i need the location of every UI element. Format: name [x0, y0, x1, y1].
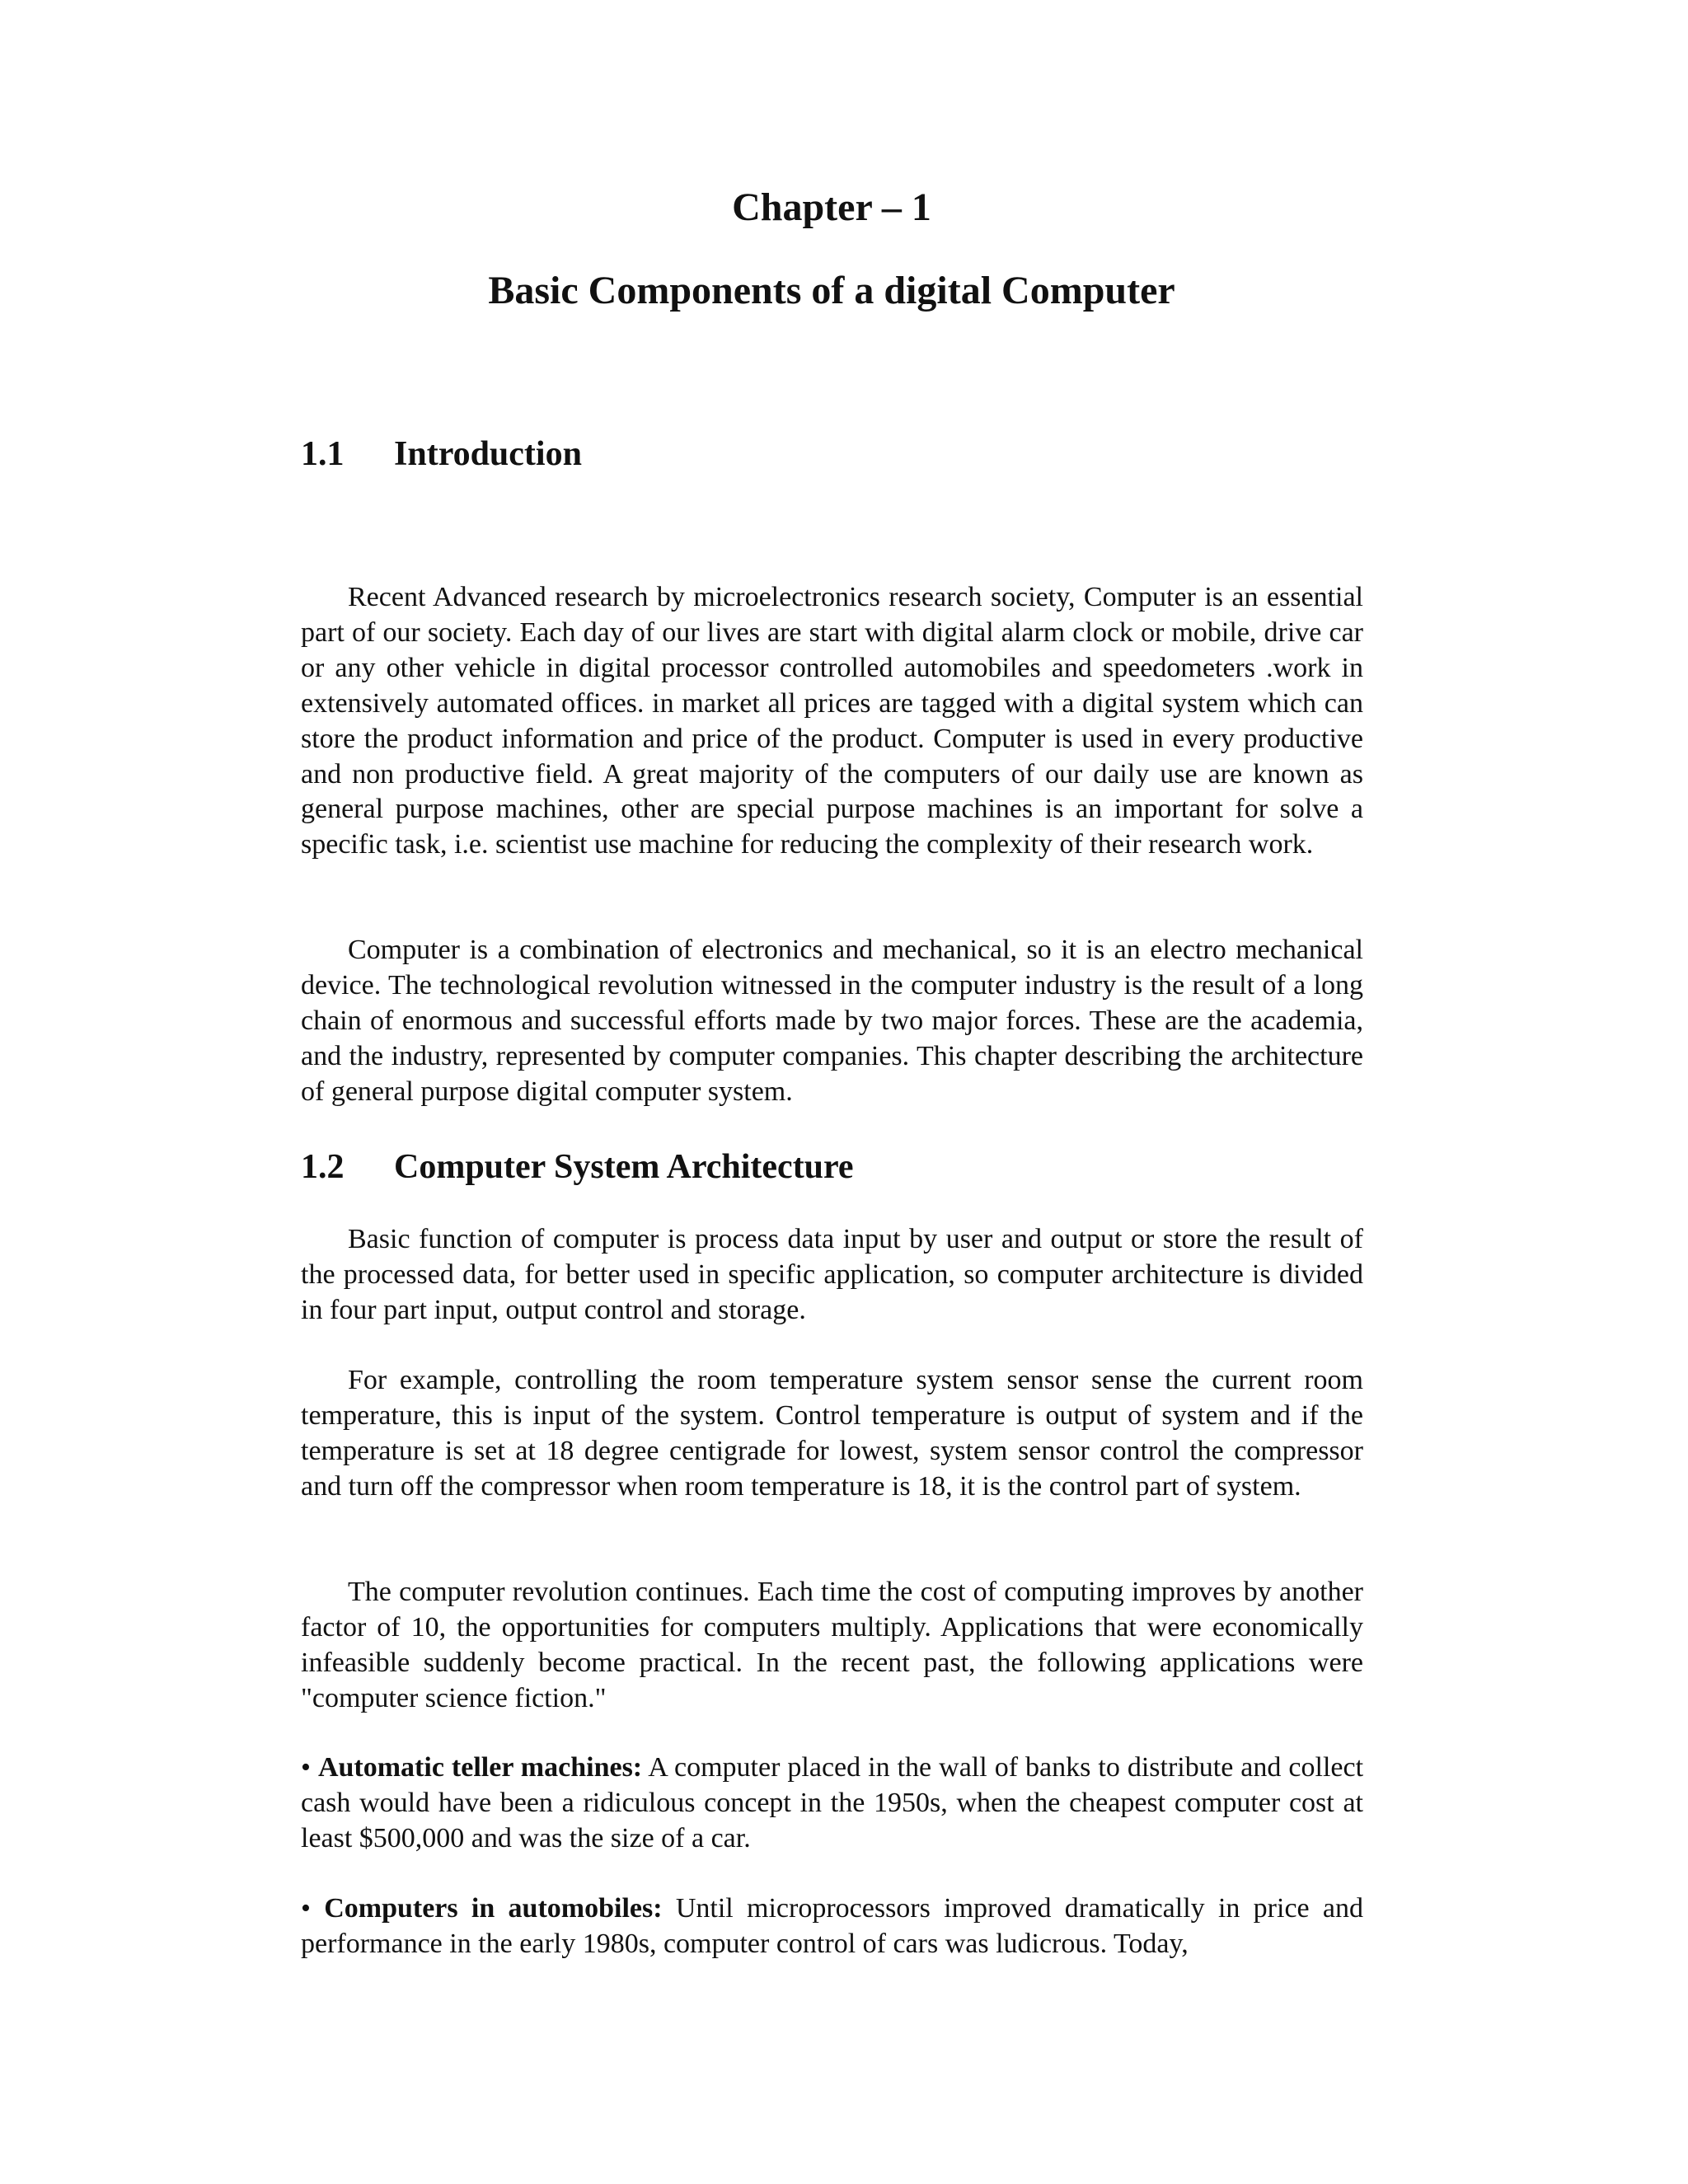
architecture-paragraph-1: Basic function of computer is process data input by user and output or store the result of the processed data, for better used in specific application, so computer architecture is divided in four part input, output control and storage.	[301, 1224, 1363, 1325]
architecture-paragraph-2: For example, controlling the room temperature system sensor sense the current room temperature, this is input of the system. Control temperature is output of system and if the temperature is set at 18 degree centigrade for lowest, system sensor control the compressor and turn off the compressor when room temperature is 18, it is the control part of system.	[301, 1365, 1363, 1502]
section-heading-architecture	[301, 1146, 854, 1188]
bullet-term: Automatic teller machines:	[317, 1752, 643, 1783]
section-title: Computer System Architecture	[394, 1148, 854, 1186]
intro-paragraph-2: Computer is a combination of electronics and mechanical, so it is an electro mechanical device. The technological revolution witnessed in the computer industry is the result of a long chain of enormous and successful efforts made by two major forces. These are the academia, and the industry, represented by computer companies. This chapter describing the architecture of general purpose digital computer system.	[301, 935, 1363, 1107]
chapter-label: Chapter – 1	[732, 185, 931, 229]
chapter-title: Basic Components of a digital Computer	[488, 269, 1175, 312]
bullet-term: Computers in automobiles:	[324, 1893, 663, 1924]
bullet-item-atm	[301, 1750, 1363, 1857]
bullet-text: Until microprocessors improved dramatically in price and performance in the early 1980s, computer control of cars was ludicrous. Today,	[301, 1893, 1364, 1959]
architecture-paragraph-3: The computer revolution continues. Each time the cost of computing improves by another factor of 10, the opportunities for computers multiply. Applications that were economically infeasible suddenly become practical. In the recent past, the following applications were "computer science fiction."	[301, 1577, 1363, 1713]
section-heading-introduction	[301, 434, 582, 475]
bullet-item-automobiles	[301, 1891, 1363, 1962]
section-title: Introduction	[394, 435, 582, 473]
bullet-marker: •	[301, 1752, 311, 1783]
intro-paragraph-1: Recent Advanced research by microelectronics research society, Computer is an essential part of our society. Each day of our lives are start with digital alarm clock or mobile, drive car or any other vehicle in digital processor controlled automobiles and speedometers .work in extensively automated offices. in market all prices are tagged with a digital system which can store the product information and price of the product. Computer is used in every productive and non productive field. A great majority of the computers of our daily use are known as general purpose machines, other are special purpose machines is an important for solve a specific task, i.e. scientist use machine for reducing the complexity of their research work.	[301, 582, 1363, 860]
bullet-marker: •	[301, 1893, 311, 1924]
section-number: 1.2	[301, 1148, 345, 1186]
section-number: 1.1	[301, 435, 345, 473]
bullet-text: A computer placed in the wall of banks to distribute and collect cash would have been a ridiculous concept in the 1950s, when the cheapest computer cost at least $500,000 and was the size of a car.	[301, 1752, 1364, 1854]
